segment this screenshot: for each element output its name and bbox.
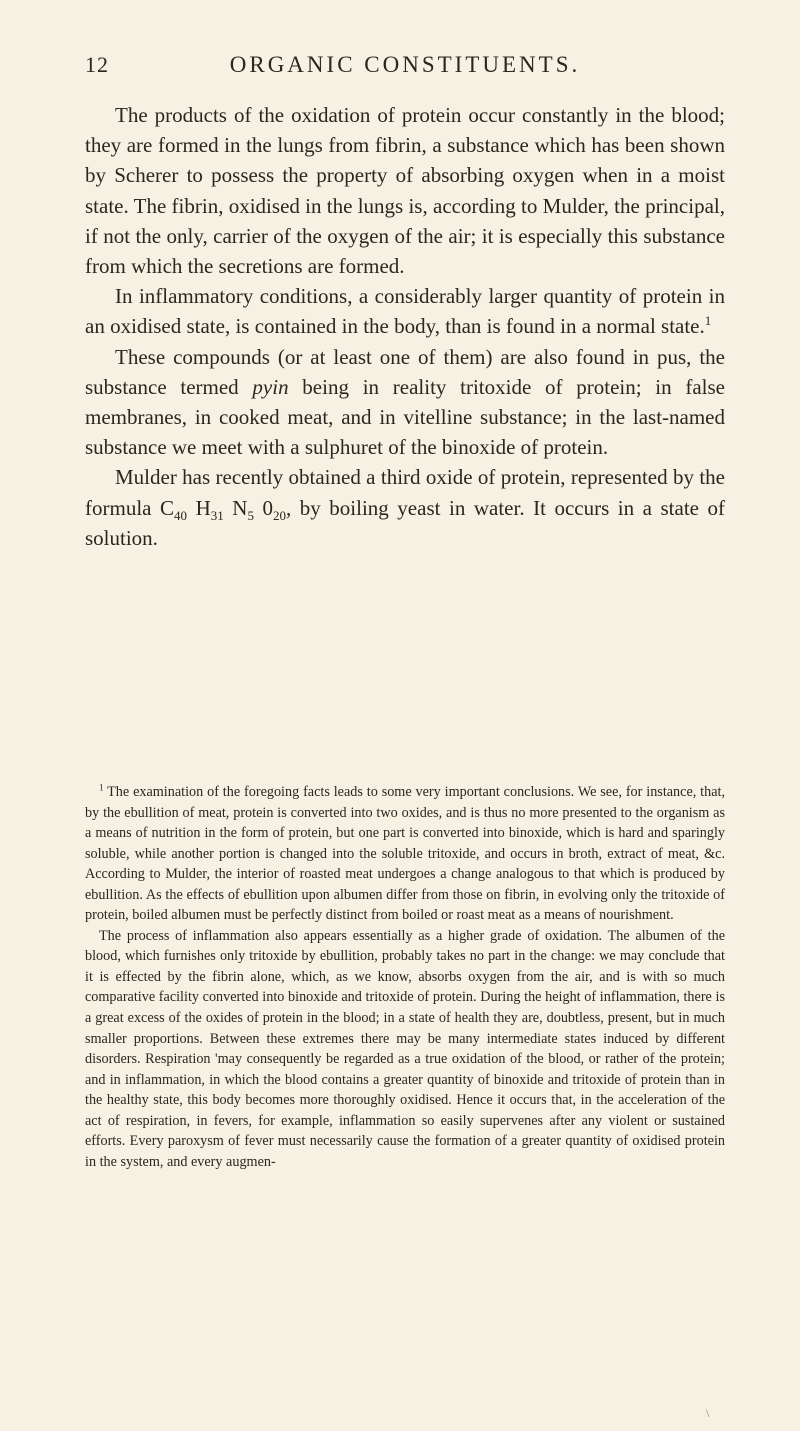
- formula-element: C: [160, 495, 175, 520]
- formula-element: N: [232, 495, 248, 520]
- formula-element: 0: [262, 495, 273, 520]
- paragraph-text: , by boiling yeast in water. It occurs in a state of solution.: [85, 495, 726, 550]
- paragraph: [85, 100, 725, 281]
- paragraph: [85, 281, 725, 341]
- footnotes: [85, 782, 725, 1172]
- italic-term: pyin: [252, 374, 289, 399]
- running-title: ORGANIC CONSTITUENTS.: [229, 52, 581, 77]
- formula-element: H: [195, 495, 211, 520]
- paragraph-text: The products of the oxidation of protein occur constantly in the blood; they are formed in the lungs from fibrin, a substance which has been shown by Scherer to possess the property of absorbing oxygen when in a moist state. The fibrin, oxidised in the lungs is, according to Mulder, the principal, if not the only, carrier of the oxygen of the air; it is especially this substance from which the secretions are formed.: [85, 103, 725, 279]
- page-header: [85, 52, 725, 92]
- footnote-text: The examination of the foregoing facts leads to some very important conclusions. We see, for instance, that, by the ebullition of meat, protein is converted into two oxides, and is thus no more presented to the organism as a means of nutrition in the form of protein, but one part is converted into binoxide, which is hard and sparingly soluble, while another portion is changed into the soluble tritoxide, and occurs in broth, extract of meat, &c. According to Mulder, the interior of roasted meat undergoes a change analogous to that which is produced by ebullition. As the effects of ebullition upon albumen differ from those on fibrin, in evolving only the tritoxide of protein, boiled albumen must be perfectly distinct from boiled or roast meat as a means of nourishment.: [85, 784, 725, 924]
- formula-subscript: 31: [210, 507, 224, 523]
- chemical-formula: [160, 495, 286, 523]
- formula-subscript: 5: [247, 507, 254, 523]
- paragraph-text: These compounds (or at least one of them) are also found in pus, the substance termed: [85, 344, 725, 399]
- paragraph-text: In inflammatory conditions, a considerably larger quantity of protein in an oxidised state, is contained in the body, than is found in a normal state.: [85, 284, 725, 339]
- page-number: 12: [85, 52, 109, 77]
- paragraph: [85, 462, 725, 553]
- footnote-reference: 1: [704, 313, 712, 329]
- formula-subscript: 40: [174, 507, 188, 523]
- footnote-continuation: [85, 926, 725, 1173]
- footnote: [85, 782, 725, 926]
- paragraph-text: Mulder has recently obtained a third oxide of protein, represented by the formula: [85, 465, 725, 520]
- paragraph: [85, 342, 725, 463]
- stray-mark: \: [706, 1406, 710, 1420]
- footnote-text: The process of inflammation also appears essentially as a higher grade of oxidation. The albumen of the blood, which furnishes only tritoxide by ebullition, probably takes no part in the change: we may conclude that it is effected by the fibrin alone, which, as we know, absorbs oxygen from the air, and is with so much comparative facility converted into binoxide and tritoxide of protein. During the height of inflammation, there is a great excess of the oxides of protein in the blood; in a state of health they are, doubtless, present, but in much smaller proportions. Between these extremes there may be many intermediate states induced by different disorders. Respiration 'may consequently be regarded as a true oxidation of the blood, or rather of the protein; and in inflammation, in which the blood contains a greater quantity of binoxide and tritoxide of protein than in the healthy state, this body becomes more thoroughly oxidised. Hence it occurs that, in the acceleration of the act of respiration, in fevers, for example, inflammation so easily supervenes after any violent or sustained efforts. Every paroxysm of fever must necessarily cause the formation of a greater quantity of oxidised protein in the system, and every augmen-: [85, 927, 725, 1170]
- paragraph-text: being in reality tritoxide of protein; in false membranes, in cooked meat, and in vitelline substance; in the last-named substance we meet with a sulphuret of the binoxide of protein.: [85, 374, 725, 460]
- footnote-marker: 1: [99, 782, 104, 793]
- main-text: [85, 100, 725, 553]
- formula-subscript: 20: [272, 507, 286, 523]
